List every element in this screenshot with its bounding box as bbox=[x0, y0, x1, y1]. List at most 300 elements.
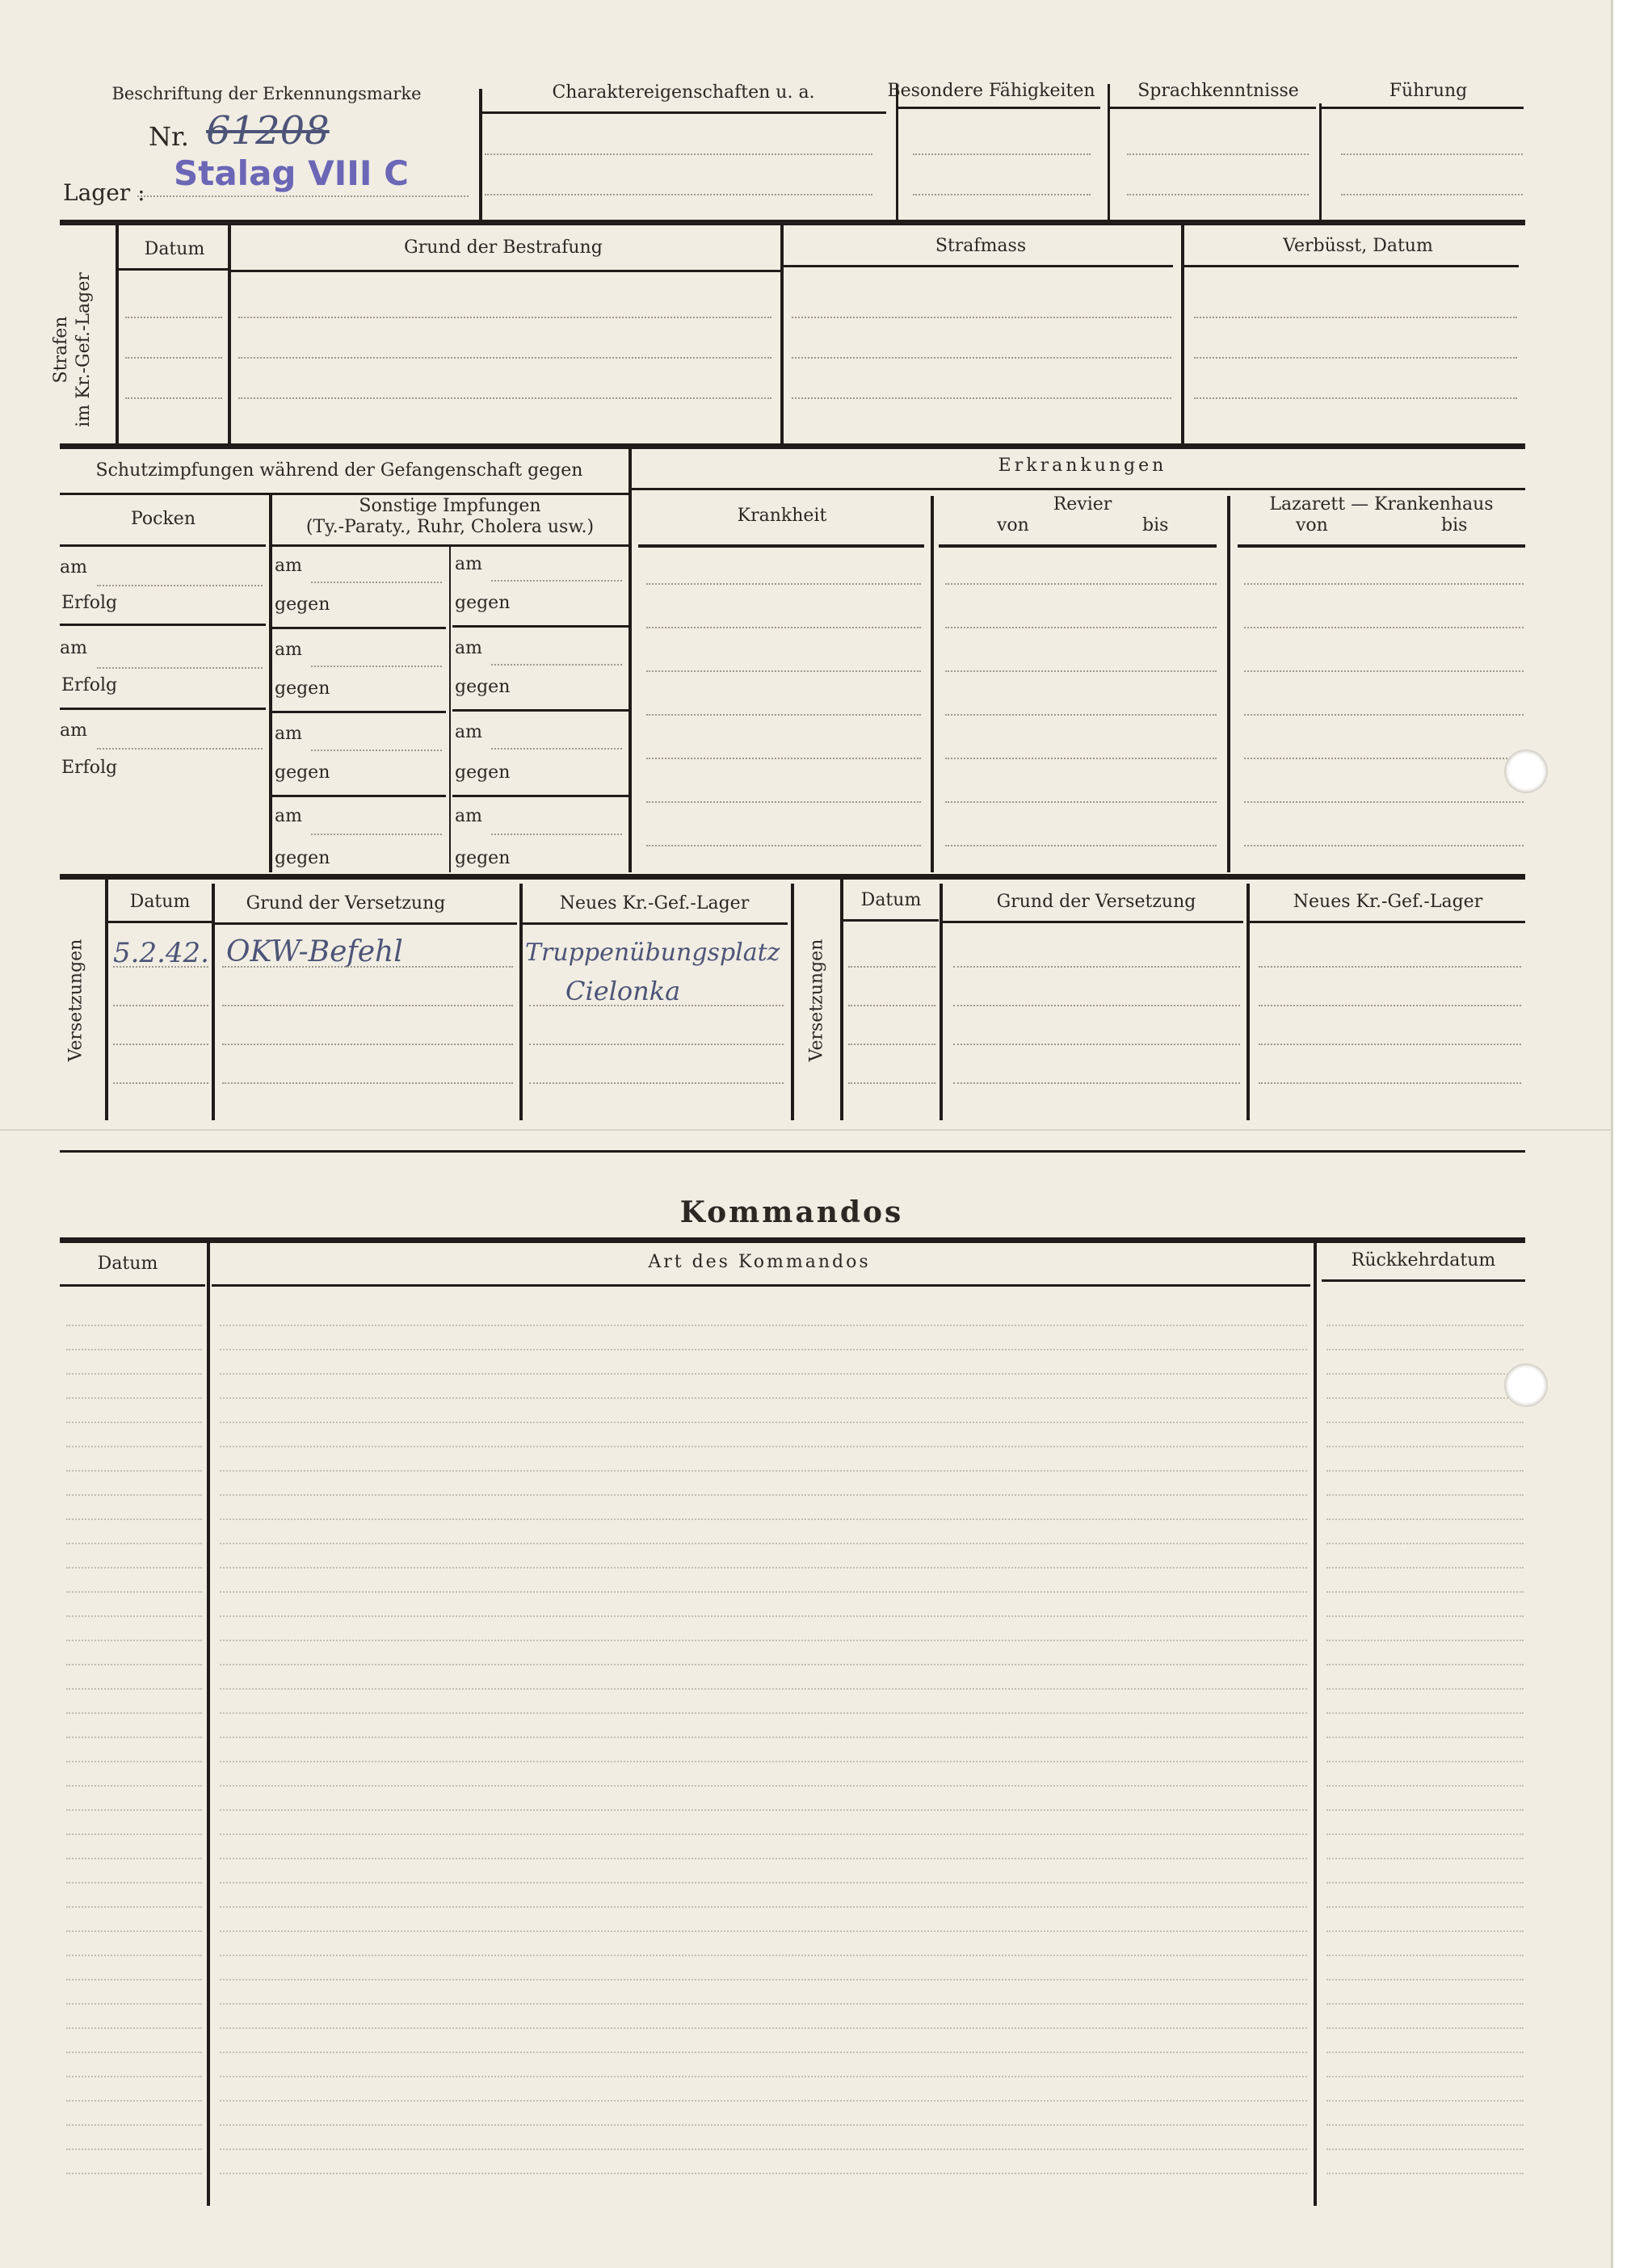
dotted-line bbox=[220, 1373, 1307, 1375]
dotted-line bbox=[1127, 153, 1309, 155]
revier-bis: bis bbox=[1142, 515, 1169, 536]
strafen-grund-header: Grund der Bestrafung bbox=[404, 237, 603, 258]
dotted-line bbox=[220, 1882, 1307, 1884]
dotted-line bbox=[220, 1833, 1307, 1835]
dotted-line bbox=[646, 583, 921, 585]
dotted-line bbox=[66, 1518, 202, 1520]
dotted-line bbox=[1326, 1737, 1524, 1738]
dotted-line bbox=[1194, 397, 1517, 399]
rule bbox=[843, 919, 939, 922]
rule bbox=[60, 544, 266, 547]
sonstige-am-label: am bbox=[455, 638, 482, 658]
dotted-line bbox=[913, 194, 1091, 195]
dotted-line bbox=[646, 801, 921, 803]
strafen-datum-header: Datum bbox=[144, 239, 205, 259]
dotted-line bbox=[66, 1979, 202, 1980]
rule bbox=[212, 1284, 1310, 1287]
dotted-line bbox=[1326, 1615, 1524, 1617]
sonstige-gegen-label: gegen bbox=[275, 848, 330, 868]
revier-von: von bbox=[997, 515, 1029, 536]
sonstige-header-2: (Ty.-Paraty., Ruhr, Cholera usw.) bbox=[305, 517, 595, 537]
pocken-erfolg-label: Erfolg bbox=[61, 758, 118, 778]
dotted-line bbox=[66, 1397, 202, 1399]
dotted-line bbox=[66, 2076, 202, 2077]
dotted-line bbox=[66, 1930, 202, 1932]
rule bbox=[638, 544, 924, 548]
dotted-line bbox=[220, 1930, 1307, 1932]
pocken-erfolg-label: Erfolg bbox=[61, 675, 118, 695]
fold-line bbox=[0, 1129, 1611, 1131]
dotted-line bbox=[945, 670, 1217, 672]
dotted-line bbox=[220, 2076, 1307, 2077]
pocken-am-label: am bbox=[60, 557, 87, 578]
revier-header: Revier bbox=[1053, 494, 1112, 514]
dotted-line bbox=[220, 1397, 1307, 1399]
dotted-line bbox=[1326, 1640, 1524, 1641]
dotted-line bbox=[66, 1955, 202, 1956]
rule bbox=[269, 495, 272, 872]
dotted-line bbox=[66, 2003, 202, 2005]
pocken-erfolg-label: Erfolg bbox=[61, 593, 118, 613]
dotted-line bbox=[1244, 627, 1524, 628]
erkrankungen-title: Erkrankungen bbox=[998, 456, 1167, 476]
dotted-line bbox=[1326, 2124, 1524, 2126]
dotted-line bbox=[220, 1737, 1307, 1738]
dotted-line bbox=[220, 2003, 1307, 2005]
rule bbox=[1110, 107, 1316, 109]
dotted-line bbox=[220, 1955, 1307, 1956]
lager-label: Lager : bbox=[63, 179, 145, 206]
dotted-line bbox=[848, 966, 935, 968]
dotted-line bbox=[66, 2173, 202, 2174]
dotted-line bbox=[66, 1640, 202, 1641]
dotted-line bbox=[491, 748, 622, 750]
kommandos-datum-header: Datum bbox=[97, 1254, 158, 1274]
dotted-line bbox=[1326, 2148, 1524, 2150]
dotted-line bbox=[66, 1373, 202, 1375]
dotted-line bbox=[66, 1688, 202, 1690]
dotted-line bbox=[66, 2027, 202, 2029]
dotted-line bbox=[953, 1005, 1240, 1006]
section-rule bbox=[60, 443, 1525, 449]
dotted-line bbox=[1341, 153, 1523, 155]
dotted-line bbox=[66, 1446, 202, 1447]
rule bbox=[632, 488, 1525, 490]
versetzungen-side-label-left: Versetzungen bbox=[65, 939, 86, 1062]
dotted-line bbox=[848, 1044, 935, 1045]
dotted-line bbox=[1244, 714, 1524, 716]
dotted-line bbox=[945, 758, 1217, 759]
dotted-line bbox=[1244, 583, 1524, 585]
dotted-line bbox=[1259, 1082, 1521, 1084]
rule bbox=[1319, 103, 1322, 220]
rule bbox=[272, 711, 446, 713]
punch-hole bbox=[1504, 750, 1548, 793]
rule bbox=[1108, 84, 1110, 220]
sonstige-gegen-label: gegen bbox=[275, 594, 330, 615]
dotted-line bbox=[66, 1615, 202, 1617]
rule bbox=[482, 111, 886, 114]
versetzungen-side-label-right: Versetzungen bbox=[806, 939, 827, 1062]
dotted-line bbox=[66, 1882, 202, 1884]
dotted-line bbox=[311, 666, 442, 667]
dotted-line bbox=[125, 397, 222, 399]
rule bbox=[943, 921, 1243, 923]
dotted-line bbox=[485, 153, 872, 155]
dotted-line bbox=[945, 845, 1217, 846]
rule bbox=[60, 1150, 1525, 1153]
kommandos-art-header: Art des Kommandos bbox=[648, 1252, 871, 1272]
sonstige-gegen-label: gegen bbox=[275, 678, 330, 699]
dotted-line bbox=[1326, 1567, 1524, 1569]
dotted-line bbox=[646, 714, 921, 716]
nr-value: 61208 bbox=[206, 108, 330, 153]
dotted-line bbox=[1326, 1761, 1524, 1762]
dotted-line bbox=[1326, 2027, 1524, 2029]
section-rule bbox=[60, 874, 1525, 880]
dotted-line bbox=[1244, 845, 1524, 846]
rule bbox=[629, 449, 632, 872]
dotted-line bbox=[792, 397, 1171, 399]
lazarett-von: von bbox=[1296, 515, 1328, 536]
dotted-line bbox=[66, 1470, 202, 1472]
punch-hole bbox=[1504, 1363, 1548, 1407]
nr-label: Nr. bbox=[149, 121, 189, 152]
dotted-line bbox=[66, 1349, 202, 1350]
dotted-line bbox=[220, 1615, 1307, 1617]
dotted-line bbox=[945, 627, 1217, 628]
lazarett-header: Lazarett — Krankenhaus bbox=[1269, 494, 1494, 514]
dotted-line bbox=[945, 801, 1217, 803]
strafen-strafmass-header: Strafmass bbox=[935, 236, 1027, 256]
dotted-line bbox=[491, 664, 622, 666]
rule bbox=[272, 795, 446, 797]
dotted-line bbox=[1244, 801, 1524, 803]
dotted-line bbox=[220, 2124, 1307, 2126]
versetzung-entry-lager-1: Truppenübungsplatz bbox=[525, 939, 780, 967]
header-faehigkeiten: Besondere Fähigkeiten bbox=[887, 81, 1095, 101]
page-edge bbox=[1611, 0, 1648, 2268]
dotted-line bbox=[485, 194, 872, 195]
lager-dotted-line bbox=[137, 195, 469, 197]
rule bbox=[231, 270, 780, 272]
dotted-line bbox=[220, 1761, 1307, 1762]
dotted-line bbox=[220, 1543, 1307, 1544]
dotted-line bbox=[848, 1082, 935, 1084]
rule bbox=[931, 496, 934, 872]
dotted-line bbox=[66, 1543, 202, 1544]
header-fuehrung: Führung bbox=[1389, 81, 1468, 101]
dotted-line bbox=[97, 585, 263, 586]
rule bbox=[272, 627, 446, 629]
dotted-line bbox=[220, 1518, 1307, 1520]
dotted-line bbox=[1326, 2173, 1524, 2174]
rule bbox=[452, 795, 629, 797]
rule bbox=[1314, 1243, 1317, 2206]
dotted-line bbox=[220, 1422, 1307, 1423]
versetzung-entry-grund: OKW-Befehl bbox=[226, 935, 403, 968]
rule bbox=[116, 225, 119, 447]
dotted-line bbox=[1326, 1833, 1524, 1835]
dotted-line bbox=[646, 670, 921, 672]
rule bbox=[523, 922, 788, 925]
rule bbox=[119, 268, 228, 271]
dotted-line bbox=[1259, 1005, 1521, 1006]
sonstige-am-label: am bbox=[275, 724, 302, 744]
rule bbox=[452, 625, 629, 628]
dotted-line bbox=[1326, 1858, 1524, 1859]
dotted-line bbox=[953, 1082, 1240, 1084]
rule bbox=[780, 225, 784, 447]
dotted-line bbox=[66, 2148, 202, 2150]
strafen-verbuesst-header: Verbüsst, Datum bbox=[1283, 236, 1433, 256]
dotted-line bbox=[1127, 194, 1309, 195]
dotted-line bbox=[1326, 1349, 1524, 1350]
dotted-line bbox=[66, 2052, 202, 2053]
dotted-line bbox=[66, 1906, 202, 1908]
rule bbox=[479, 89, 482, 220]
dotted-line bbox=[220, 1712, 1307, 1714]
rule bbox=[452, 709, 629, 712]
dotted-line bbox=[491, 834, 622, 835]
dotted-line bbox=[220, 1591, 1307, 1593]
section-rule bbox=[60, 220, 1525, 225]
dotted-line bbox=[529, 1044, 784, 1045]
dotted-line bbox=[529, 1082, 784, 1084]
dotted-line bbox=[792, 357, 1171, 359]
dotted-line bbox=[1326, 2100, 1524, 2102]
sonstige-am-label: am bbox=[455, 806, 482, 826]
sonstige-gegen-label: gegen bbox=[455, 848, 511, 868]
dotted-line bbox=[311, 582, 442, 583]
lazarett-bis: bis bbox=[1441, 515, 1468, 536]
dotted-line bbox=[1341, 194, 1523, 195]
lager-stamp: Stalag VIII C bbox=[174, 153, 409, 193]
id-tag-label: Beschriftung der Erkennungsmarke bbox=[111, 84, 422, 103]
dotted-line bbox=[953, 1044, 1240, 1045]
dotted-line bbox=[1259, 1044, 1521, 1045]
dotted-line bbox=[97, 748, 263, 750]
dotted-line bbox=[1244, 670, 1524, 672]
rule bbox=[1250, 921, 1525, 923]
dotted-line bbox=[66, 1325, 202, 1326]
rule bbox=[207, 1243, 210, 2206]
dotted-line bbox=[1326, 1906, 1524, 1908]
versetzung-lager-header-left: Neues Kr.-Gef.-Lager bbox=[559, 893, 750, 914]
dotted-line bbox=[311, 750, 442, 751]
dotted-line bbox=[125, 317, 222, 318]
rule bbox=[228, 225, 231, 447]
rule bbox=[60, 1284, 205, 1287]
dotted-line bbox=[311, 834, 442, 835]
dotted-line bbox=[1326, 2052, 1524, 2053]
dotted-line bbox=[1326, 1446, 1524, 1447]
dotted-line bbox=[1326, 2076, 1524, 2077]
header-sprachen: Sprachkenntnisse bbox=[1137, 81, 1299, 101]
dotted-line bbox=[220, 2027, 1307, 2029]
rule bbox=[1227, 496, 1230, 872]
dotted-line bbox=[1326, 1518, 1524, 1520]
dotted-line bbox=[848, 1005, 935, 1006]
dotted-line bbox=[125, 357, 222, 359]
pocken-am-label: am bbox=[60, 638, 87, 658]
sonstige-am-label: am bbox=[275, 640, 302, 660]
versetzung-grund-header-left: Grund der Versetzung bbox=[246, 893, 446, 914]
dotted-line bbox=[220, 2173, 1307, 2174]
dotted-line bbox=[113, 1005, 208, 1006]
dotted-line bbox=[238, 397, 771, 399]
rule bbox=[898, 107, 1100, 109]
section-rule bbox=[60, 1237, 1525, 1243]
dotted-line bbox=[66, 1761, 202, 1762]
dotted-line bbox=[220, 2052, 1307, 2053]
dotted-line bbox=[66, 1567, 202, 1569]
versetzung-entry-datum: 5.2.42. bbox=[113, 937, 209, 969]
dotted-line bbox=[220, 1858, 1307, 1859]
dotted-line bbox=[66, 1494, 202, 1496]
sonstige-am-label: am bbox=[455, 722, 482, 742]
dotted-line bbox=[792, 317, 1171, 318]
dotted-line bbox=[1326, 1979, 1524, 1980]
dotted-line bbox=[1259, 966, 1521, 968]
dotted-line bbox=[491, 580, 622, 582]
dotted-line bbox=[1326, 1325, 1524, 1326]
sonstige-gegen-label: gegen bbox=[275, 762, 330, 783]
dotted-line bbox=[113, 966, 208, 968]
dotted-line bbox=[1326, 1422, 1524, 1423]
rule bbox=[939, 544, 1217, 548]
krankheit-header: Krankheit bbox=[737, 506, 827, 526]
dotted-line bbox=[953, 966, 1240, 968]
dotted-line bbox=[66, 1809, 202, 1811]
dotted-line bbox=[66, 2124, 202, 2126]
dotted-line bbox=[220, 1470, 1307, 1472]
dotted-line bbox=[222, 1005, 513, 1006]
rule bbox=[1247, 884, 1250, 1120]
dotted-line bbox=[1326, 2003, 1524, 2005]
dotted-line bbox=[66, 2100, 202, 2102]
kommandos-title: Kommandos bbox=[679, 1195, 904, 1229]
sonstige-am-label: am bbox=[275, 556, 302, 576]
dotted-line bbox=[646, 627, 921, 628]
dotted-line bbox=[1326, 1688, 1524, 1690]
dotted-line bbox=[1326, 1591, 1524, 1593]
dotted-line bbox=[1326, 1930, 1524, 1932]
rule bbox=[784, 265, 1173, 267]
versetzung-datum-header-left: Datum bbox=[129, 892, 191, 912]
rule bbox=[60, 624, 266, 626]
rule bbox=[1322, 107, 1524, 109]
dotted-line bbox=[222, 1044, 513, 1045]
dotted-line bbox=[1326, 1397, 1524, 1399]
dotted-line bbox=[220, 1640, 1307, 1641]
dotted-line bbox=[222, 966, 513, 968]
rule bbox=[215, 922, 517, 925]
dotted-line bbox=[945, 714, 1217, 716]
dotted-line bbox=[66, 1422, 202, 1423]
rule bbox=[519, 884, 523, 1120]
dotted-line bbox=[1194, 317, 1517, 318]
rule bbox=[1184, 265, 1519, 267]
dotted-line bbox=[220, 1349, 1307, 1350]
rule bbox=[60, 493, 629, 495]
impfungen-title: Schutzimpfungen während der Gefangenschaft gegen bbox=[95, 460, 583, 481]
dotted-line bbox=[1326, 1470, 1524, 1472]
dotted-line bbox=[1326, 1809, 1524, 1811]
header-charakter: Charaktereigenschaften u. a. bbox=[552, 82, 815, 103]
rule bbox=[212, 884, 215, 1120]
dotted-line bbox=[1326, 1664, 1524, 1665]
dotted-line bbox=[1326, 1882, 1524, 1884]
versetzung-lager-header-right: Neues Kr.-Gef.-Lager bbox=[1293, 892, 1483, 912]
dotted-line bbox=[529, 1005, 784, 1006]
dotted-line bbox=[220, 1979, 1307, 1980]
sonstige-am-label: am bbox=[275, 806, 302, 826]
dotted-line bbox=[220, 1906, 1307, 1908]
pocken-am-label: am bbox=[60, 720, 87, 741]
dotted-line bbox=[1326, 1543, 1524, 1544]
rule bbox=[791, 884, 794, 1120]
dotted-line bbox=[66, 1833, 202, 1835]
rule bbox=[1238, 544, 1525, 548]
rule bbox=[449, 547, 451, 872]
dotted-line bbox=[238, 317, 771, 318]
dotted-line bbox=[66, 1591, 202, 1593]
dotted-line bbox=[66, 1737, 202, 1738]
versetzung-datum-header-right: Datum bbox=[860, 890, 922, 910]
dotted-line bbox=[220, 1809, 1307, 1811]
dotted-line bbox=[113, 1082, 208, 1084]
dotted-line bbox=[66, 1858, 202, 1859]
rule bbox=[840, 880, 843, 1120]
strafen-side-label-1: Strafen bbox=[51, 316, 71, 384]
dotted-line bbox=[66, 1664, 202, 1665]
rule bbox=[940, 884, 943, 1120]
dotted-line bbox=[1244, 758, 1524, 759]
dotted-line bbox=[220, 1567, 1307, 1569]
rule bbox=[1322, 1279, 1525, 1282]
sonstige-gegen-label: gegen bbox=[455, 762, 511, 783]
sonstige-gegen-label: gegen bbox=[455, 677, 511, 697]
dotted-line bbox=[238, 357, 771, 359]
dotted-line bbox=[220, 2148, 1307, 2150]
dotted-line bbox=[220, 1785, 1307, 1787]
dotted-line bbox=[1326, 1373, 1524, 1375]
sonstige-am-label: am bbox=[455, 554, 482, 574]
dotted-line bbox=[1326, 1494, 1524, 1496]
dotted-line bbox=[646, 845, 921, 846]
dotted-line bbox=[220, 1664, 1307, 1665]
dotted-line bbox=[220, 1446, 1307, 1447]
strafen-side-label bbox=[50, 257, 95, 443]
strafen-side-label-2: im Kr.-Gef.-Lager bbox=[74, 272, 94, 427]
versetzung-entry-lager-2: Cielonka bbox=[565, 976, 681, 1006]
rule bbox=[108, 921, 212, 923]
dotted-line bbox=[220, 2100, 1307, 2102]
dotted-line bbox=[220, 1494, 1307, 1496]
dotted-line bbox=[1326, 1785, 1524, 1787]
dotted-line bbox=[220, 1688, 1307, 1690]
dotted-line bbox=[222, 1082, 513, 1084]
sonstige-gegen-label: gegen bbox=[455, 593, 511, 613]
dotted-line bbox=[1326, 1712, 1524, 1714]
kommandos-rueckkehr-header: Rückkehrdatum bbox=[1351, 1250, 1496, 1270]
dotted-line bbox=[945, 583, 1217, 585]
dotted-line bbox=[1326, 1955, 1524, 1956]
dotted-line bbox=[913, 153, 1091, 155]
sonstige-header-1: Sonstige Impfungen bbox=[359, 496, 541, 516]
dotted-line bbox=[66, 1785, 202, 1787]
